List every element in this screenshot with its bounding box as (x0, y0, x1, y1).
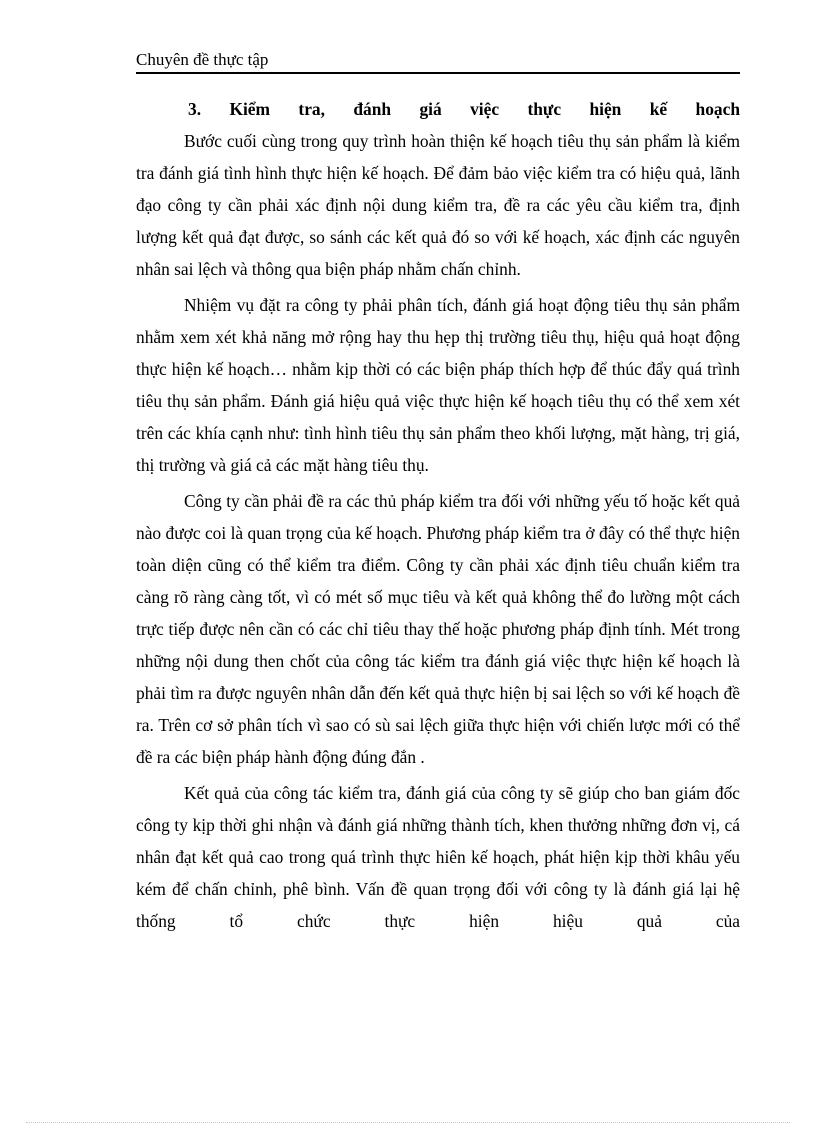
paragraph-4: Kết quả của công tác kiểm tra, đánh giá của công ty sẽ giúp cho ban giám đốc công ty kịp thời ghi nhận và đánh giá những thành tích, khen thưởng những đơn vị, cá nhân đạt kết quả cao trong quá trình thực hiên kế hoạch, phát hiện kịp thời khâu yếu kém để chấn chỉnh, phê bình. Vấn đề quan trọng đối với công ty là đánh giá lại hệ thống tổ chức thực hiện hiệu quả của (136, 783, 740, 931)
document-body (136, 93, 740, 937)
paragraph-2: Nhiệm vụ đặt ra công ty phải phân tích, đánh giá hoạt động tiêu thụ sản phẩm nhằm xem xét khả năng mở rộng hay thu hẹp thị trường tiêu thụ, hiệu quả hoạt động thực hiện kế hoạch… nhằm kịp thời có các biện pháp thích hợp để thúc đẩy quá trình tiêu thụ sản phẩm. Đánh giá hiệu quả việc thực hiện kế hoạch tiêu thụ có thể xem xét trên các khía cạnh như: tình hình tiêu thụ sản phẩm theo khối lượng, mặt hàng, trị giá, thị trường và giá cả các mặt hàng tiêu thụ. (136, 295, 740, 475)
section-heading: 3. Kiểm tra, đánh giá việc thực hiện kế hoạch (188, 99, 740, 119)
paragraph-1: Bước cuối cùng trong quy trình hoàn thiện kế hoạch tiêu thụ sản phẩm là kiểm tra đánh giá tình hình thực hiện kế hoạch. Để đảm bảo việc kiểm tra có hiệu quả, lãnh đạo công ty cần phải xác định nội dung kiểm tra, đề ra các yêu cầu kiểm tra, định lượng kết quả đạt được, so sánh các kết quả đó so với kế hoạch, xác định các nguyên nhân sai lệch và thông qua biện pháp nhằm chấn chỉnh. (136, 131, 740, 279)
running-header (136, 48, 740, 74)
header-title: Chuyên đề thực tập (136, 50, 269, 69)
paragraph-3: Công ty cần phải đề ra các thủ pháp kiểm tra đối với những yếu tố hoặc kết quả nào được coi là quan trọng của kế hoạch. Phương pháp kiểm tra ở đây có thể thực hiện toàn diện cũng có thể kiểm tra điểm. Công ty cần phải xác định tiêu chuẩn kiểm tra càng rõ ràng càng tốt, vì có mét số mục tiêu và kết quả không thể đo lường một cách trực tiếp được nên cần có các chỉ tiêu thay thế hoặc phương pháp định tính. Mét trong những nội dung then chốt của công tác kiểm tra đánh giá việc thực hiện kế hoạch là phải tìm ra được nguyên nhân dẫn đến kết quả thực hiện bị sai lệch so với kế hoạch đề ra. Trên cơ sở phân tích vì sao có sù sai lệch giữa thực hiện với chiến lược mới có thể đề ra các biện pháp hành động đúng đắn . (136, 491, 740, 767)
